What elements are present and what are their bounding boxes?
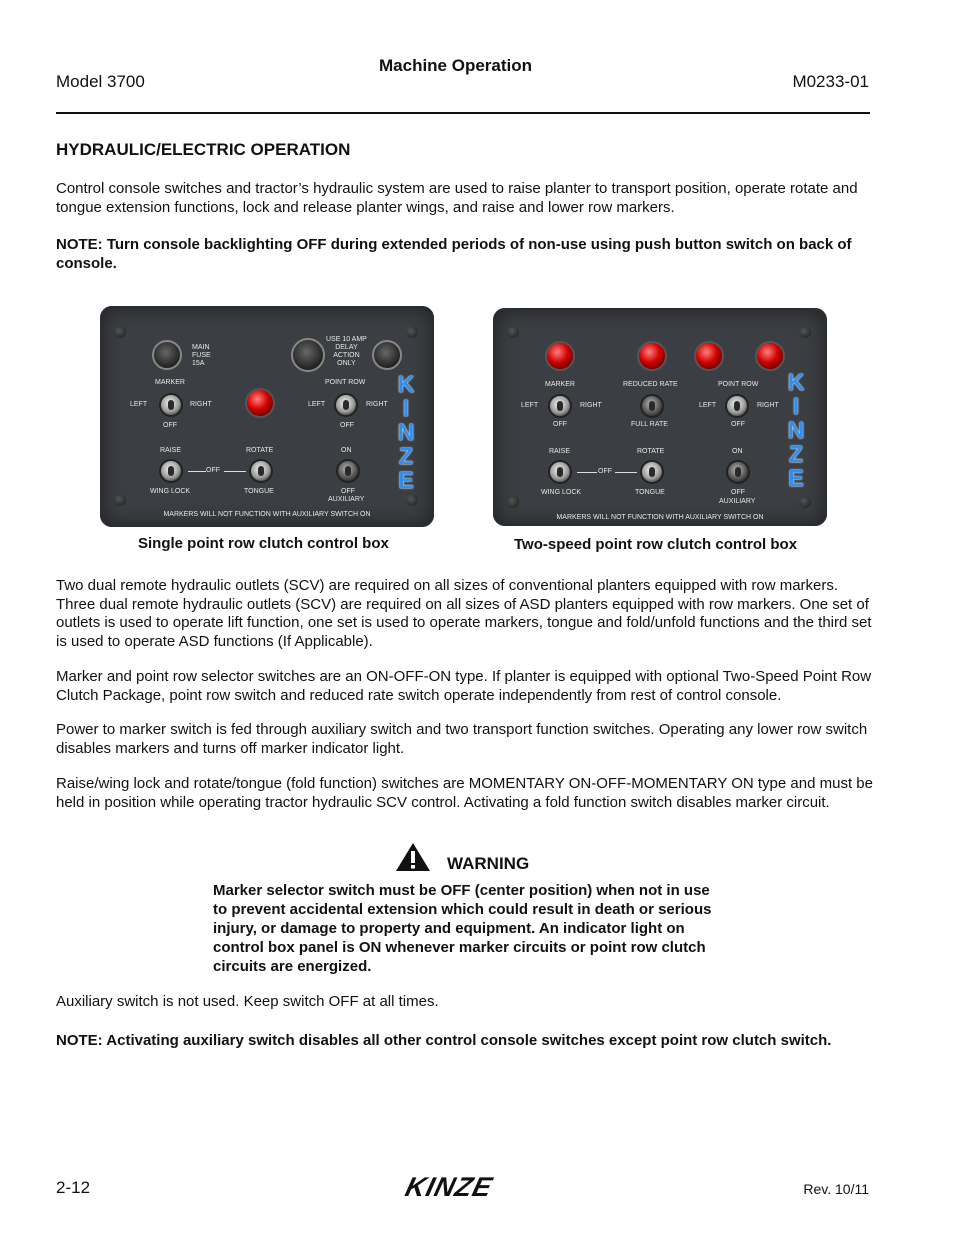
screw	[507, 496, 519, 508]
point-row-toggle-switch	[725, 394, 749, 418]
paragraph-power: Power to marker switch is fed through auxiliary switch and two transport function switches. Operating any lower row switch disables markers and turns off marker indicator light.	[56, 721, 868, 757]
left-label: LEFT	[308, 401, 326, 408]
point-row-toggle-switch	[334, 393, 358, 417]
indicator-light-icon	[637, 341, 667, 371]
paragraph-scv: Two dual remote hydraulic outlets (SCV) are required on all sizes of conventional planters equipped with row markers. Three dual remote hydraulic outlets (SCV) are required on all sizes of ASD planters equipped with row markers. One set of outlets is used to operate lift function, one set is used to operate markers, tongue and fold/unfold functions and the third set is used to operate ASD functions (If Applicable).	[56, 577, 872, 650]
page-number: 2-12	[56, 1178, 91, 1197]
reduced-rate-toggle-switch	[640, 394, 664, 418]
marker-toggle-switch	[548, 394, 572, 418]
on-label: ON	[732, 448, 743, 455]
warning-body: Marker selector switch must be OFF (center position) when not in use to prevent accidental extension which could result in death or serious injury, or damage to property and equipment. An indicator light on control box panel is ON whenever marker circuits or point row clutch circuits are energized.	[213, 882, 712, 975]
auxiliary-label: AUXILIARY	[328, 496, 365, 503]
intro-paragraph: Control console switches and tractor’s hydraulic system are used to raise planter to transport position, operate rotate and tongue extension functions, lock and release planter wings, and raise and lower row markers.	[56, 180, 858, 216]
brand-letter: I	[402, 395, 410, 421]
brand-letter: Z	[398, 443, 414, 469]
section-title: Machine Operation	[379, 56, 533, 75]
brand-letter: K	[397, 371, 415, 397]
marker-toggle-switch	[159, 393, 183, 417]
revision-label: Rev. 10/11	[803, 1181, 869, 1197]
off-label: OFF	[163, 422, 177, 429]
off-line	[224, 471, 246, 472]
screw	[114, 326, 126, 338]
box-warning-label: MARKERS WILL NOT FUNCTION WITH AUXILIARY SWITCH ON	[163, 511, 371, 518]
auxiliary-toggle-switch	[726, 460, 750, 484]
brand-letter: E	[398, 467, 414, 493]
off-label: OFF	[598, 468, 612, 475]
right-label: RIGHT	[190, 401, 212, 408]
full-rate-label: FULL RATE	[631, 421, 668, 428]
brand-letter: K	[787, 369, 805, 395]
brand-letter: E	[788, 465, 804, 491]
indicator-light-icon	[245, 388, 275, 418]
rotate-toggle-switch	[640, 460, 664, 484]
spare-fuse-icon	[372, 340, 402, 370]
screw	[799, 496, 811, 508]
delay-fuse-icon	[291, 338, 325, 372]
right-label: RIGHT	[757, 402, 779, 409]
screw	[406, 326, 418, 338]
rotate-toggle-switch	[249, 459, 273, 483]
off-label: OFF	[553, 421, 567, 428]
off-line	[188, 471, 206, 472]
brand-letter: I	[792, 393, 800, 419]
right-label: RIGHT	[580, 402, 602, 409]
box-warning-label: MARKERS WILL NOT FUNCTION WITH AUXILIARY SWITCH ON	[556, 514, 764, 521]
raise-label: RAISE	[549, 448, 571, 455]
raise-toggle-switch	[159, 459, 183, 483]
page-title: HYDRAULIC/ELECTRIC OPERATION	[56, 140, 351, 159]
indicator-light-icon	[755, 341, 785, 371]
brand-letter: N	[397, 419, 415, 445]
tongue-label: TONGUE	[244, 488, 274, 495]
marker-label: MARKER	[155, 379, 185, 386]
single-control-box-image	[100, 306, 434, 527]
indicator-light-icon	[694, 341, 724, 371]
marker-label: MARKER	[545, 381, 575, 388]
model-label: Model 3700	[56, 72, 145, 91]
indicator-light-icon	[545, 341, 575, 371]
auxiliary-toggle-switch	[336, 459, 360, 483]
rotate-label: ROTATE	[246, 447, 274, 454]
screw	[114, 494, 126, 506]
point-row-label: POINT ROW	[718, 381, 759, 388]
paragraph-selector-switches: Marker and point row selector switches are an ON-OFF-ON type. If planter is equipped with optional Two-Speed Point Row Clutch Package, point row switch and reduced rate switch operate independently from rest of control console.	[56, 668, 872, 704]
fuse-label: MAIN FUSE 15A	[192, 344, 211, 367]
two-speed-control-box-image	[493, 308, 827, 526]
note-backlighting: NOTE: Turn console backlighting OFF during extended periods of non-use using push button switch on back of console.	[56, 236, 852, 272]
kinze-logo: KINZE	[402, 1172, 496, 1202]
header-rule	[56, 112, 870, 114]
screw	[507, 326, 519, 338]
reduced-rate-label: REDUCED RATE	[623, 381, 678, 388]
rotate-label: ROTATE	[637, 448, 665, 455]
left-label: LEFT	[130, 401, 148, 408]
delay-fuse-label: USE 10 AMP DELAY ACTION ONLY	[326, 336, 367, 367]
off-line	[577, 472, 597, 473]
off-label: OFF	[341, 488, 355, 495]
auxiliary-label: AUXILIARY	[719, 498, 756, 505]
auxiliary-paragraph: Auxiliary switch is not used. Keep switch OFF at all times.	[56, 993, 439, 1010]
raise-label: RAISE	[160, 447, 182, 454]
off-label: OFF	[206, 467, 220, 474]
off-line	[615, 472, 637, 473]
main-fuse-icon	[152, 340, 182, 370]
doc-number: M0233-01	[792, 72, 869, 91]
note-auxiliary: NOTE: Activating auxiliary switch disables all other control console switches except point row clutch switch.	[56, 1032, 832, 1049]
paragraph-momentary: Raise/wing lock and rotate/tongue (fold function) switches are MOMENTARY ON-OFF-MOMENTARY ON type and must be held in position while operating tractor hydraulic SCV control. Activating a fold function switch disables marker circuit.	[56, 775, 873, 811]
off-label: OFF	[731, 421, 745, 428]
brand-letter: N	[787, 417, 805, 443]
raise-toggle-switch	[548, 460, 572, 484]
off-label: OFF	[340, 422, 354, 429]
screw	[799, 326, 811, 338]
off-label: OFF	[731, 489, 745, 496]
right-label: RIGHT	[366, 401, 388, 408]
tongue-label: TONGUE	[635, 489, 665, 496]
on-label: ON	[341, 447, 352, 454]
warning-title: WARNING	[447, 854, 530, 873]
single-box-caption: Single point row clutch control box	[138, 535, 389, 552]
two-speed-box-caption: Two-speed point row clutch control box	[514, 536, 798, 553]
left-label: LEFT	[521, 402, 539, 409]
wing-lock-label: WING LOCK	[541, 489, 582, 496]
wing-lock-label: WING LOCK	[150, 488, 191, 495]
screw	[406, 494, 418, 506]
left-label: LEFT	[699, 402, 717, 409]
brand-letter: Z	[788, 441, 804, 467]
point-row-label: POINT ROW	[325, 379, 366, 386]
warning-icon	[395, 842, 431, 872]
